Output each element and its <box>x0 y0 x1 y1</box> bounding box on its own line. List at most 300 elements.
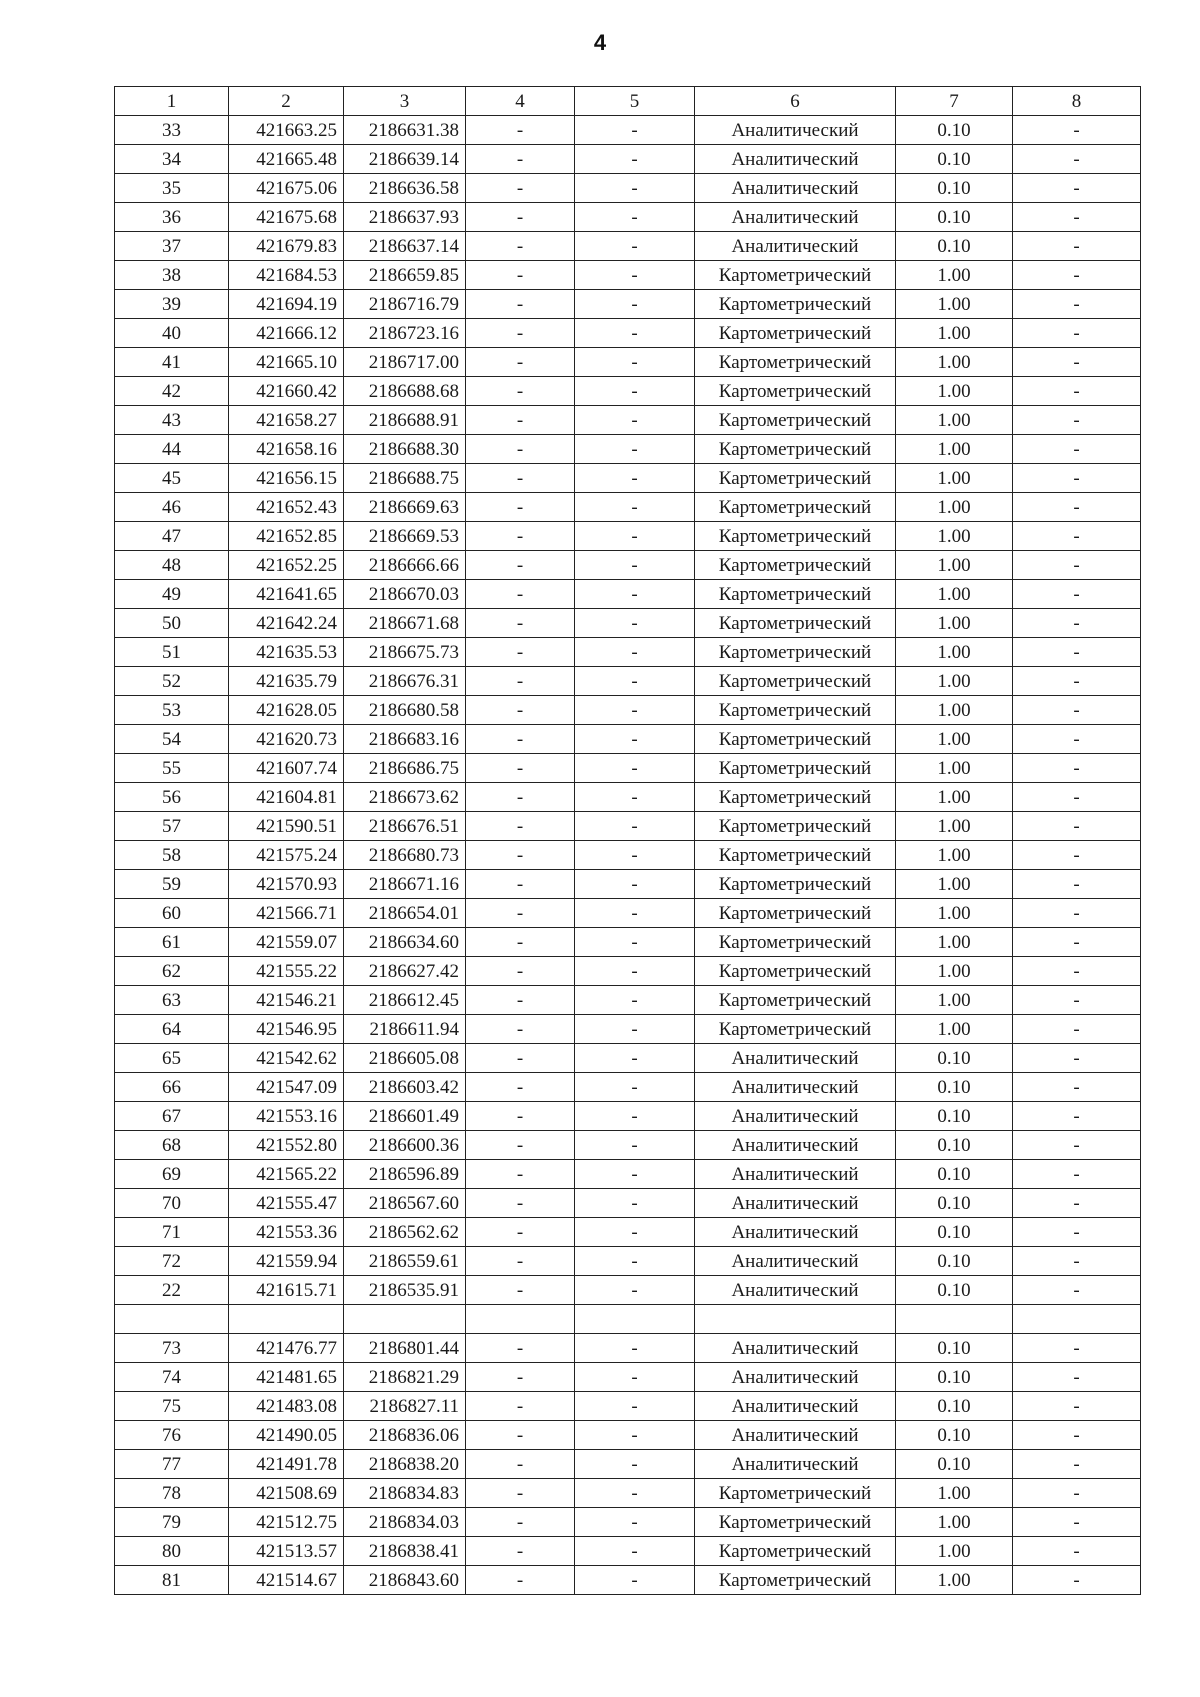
point-number-cell: 77 <box>115 1450 229 1479</box>
col8-cell: - <box>1013 1537 1141 1566</box>
x-coordinate-cell: 421684.53 <box>229 261 344 290</box>
method-cell: Картометрический <box>695 290 896 319</box>
col5-cell: - <box>575 609 695 638</box>
col4-cell: - <box>466 377 575 406</box>
col4-cell: - <box>466 1566 575 1595</box>
method-cell: Картометрический <box>695 928 896 957</box>
table-row <box>115 609 1141 638</box>
coordinates-table <box>114 86 1141 1595</box>
y-coordinate-cell: 2186675.73 <box>344 638 466 667</box>
accuracy-cell: 1.00 <box>896 986 1013 1015</box>
point-number-cell: 58 <box>115 841 229 870</box>
col5-cell: - <box>575 696 695 725</box>
table-row <box>115 1566 1141 1595</box>
col5-cell: - <box>575 348 695 377</box>
y-coordinate-cell: 2186843.60 <box>344 1566 466 1595</box>
method-cell: Аналитический <box>695 1102 896 1131</box>
col4-cell: - <box>466 899 575 928</box>
col8-cell: - <box>1013 348 1141 377</box>
accuracy-cell: 0.10 <box>896 1247 1013 1276</box>
method-cell: Картометрический <box>695 1537 896 1566</box>
point-number-cell: 72 <box>115 1247 229 1276</box>
method-cell: Аналитический <box>695 1334 896 1363</box>
accuracy-cell: 0.10 <box>896 1073 1013 1102</box>
y-coordinate-cell: 2186639.14 <box>344 145 466 174</box>
x-coordinate-cell: 421547.09 <box>229 1073 344 1102</box>
x-coordinate-cell: 421575.24 <box>229 841 344 870</box>
x-coordinate-cell: 421656.15 <box>229 464 344 493</box>
x-coordinate-cell: 421615.71 <box>229 1276 344 1305</box>
method-cell: Картометрический <box>695 580 896 609</box>
accuracy-cell: 1.00 <box>896 725 1013 754</box>
col8-cell: - <box>1013 1189 1141 1218</box>
method-cell: Аналитический <box>695 232 896 261</box>
accuracy-cell: 0.10 <box>896 1218 1013 1247</box>
accuracy-cell: 1.00 <box>896 1537 1013 1566</box>
col8-cell: - <box>1013 1247 1141 1276</box>
y-coordinate-cell: 2186659.85 <box>344 261 466 290</box>
col5-cell: - <box>575 667 695 696</box>
y-coordinate-cell: 2186838.20 <box>344 1450 466 1479</box>
point-number-cell: 61 <box>115 928 229 957</box>
table-row <box>115 754 1141 783</box>
x-coordinate-cell: 421555.22 <box>229 957 344 986</box>
method-cell: Картометрический <box>695 1508 896 1537</box>
method-cell: Картометрический <box>695 957 896 986</box>
point-number-cell: 49 <box>115 580 229 609</box>
point-number-cell: 35 <box>115 174 229 203</box>
method-cell: Аналитический <box>695 203 896 232</box>
col4-cell: - <box>466 1160 575 1189</box>
table-body <box>115 116 1141 1595</box>
method-cell: Картометрический <box>695 783 896 812</box>
col8-cell: - <box>1013 1392 1141 1421</box>
column-header: 7 <box>896 87 1013 116</box>
x-coordinate-cell: 421652.85 <box>229 522 344 551</box>
point-number-cell: 45 <box>115 464 229 493</box>
y-coordinate-cell: 2186634.60 <box>344 928 466 957</box>
table-row <box>115 1218 1141 1247</box>
y-coordinate-cell: 2186683.16 <box>344 725 466 754</box>
accuracy-cell: 1.00 <box>896 493 1013 522</box>
table-row <box>115 725 1141 754</box>
col8-cell <box>1013 1305 1141 1334</box>
col5-cell: - <box>575 1189 695 1218</box>
accuracy-cell: 1.00 <box>896 667 1013 696</box>
column-header: 3 <box>344 87 466 116</box>
point-number-cell: 47 <box>115 522 229 551</box>
accuracy-cell <box>896 1305 1013 1334</box>
col4-cell: - <box>466 319 575 348</box>
accuracy-cell: 1.00 <box>896 551 1013 580</box>
accuracy-cell: 1.00 <box>896 841 1013 870</box>
column-header: 2 <box>229 87 344 116</box>
point-number-cell: 75 <box>115 1392 229 1421</box>
col5-cell: - <box>575 406 695 435</box>
accuracy-cell: 1.00 <box>896 377 1013 406</box>
x-coordinate-cell: 421553.36 <box>229 1218 344 1247</box>
method-cell: Аналитический <box>695 174 896 203</box>
col4-cell: - <box>466 725 575 754</box>
point-number-cell: 60 <box>115 899 229 928</box>
table-row <box>115 1392 1141 1421</box>
y-coordinate-cell: 2186600.36 <box>344 1131 466 1160</box>
col5-cell: - <box>575 174 695 203</box>
x-coordinate-cell: 421666.12 <box>229 319 344 348</box>
y-coordinate-cell: 2186535.91 <box>344 1276 466 1305</box>
accuracy-cell: 0.10 <box>896 232 1013 261</box>
col8-cell: - <box>1013 1073 1141 1102</box>
col8-cell: - <box>1013 319 1141 348</box>
col4-cell: - <box>466 754 575 783</box>
table-row <box>115 812 1141 841</box>
point-number-cell: 57 <box>115 812 229 841</box>
accuracy-cell: 1.00 <box>896 580 1013 609</box>
col8-cell: - <box>1013 638 1141 667</box>
y-coordinate-cell: 2186688.30 <box>344 435 466 464</box>
y-coordinate-cell: 2186666.66 <box>344 551 466 580</box>
point-number-cell: 74 <box>115 1363 229 1392</box>
x-coordinate-cell: 421663.25 <box>229 116 344 145</box>
accuracy-cell: 1.00 <box>896 928 1013 957</box>
col8-cell: - <box>1013 1479 1141 1508</box>
point-number-cell: 42 <box>115 377 229 406</box>
col4-cell: - <box>466 551 575 580</box>
accuracy-cell: 1.00 <box>896 696 1013 725</box>
table-row <box>115 319 1141 348</box>
col4-cell: - <box>466 1421 575 1450</box>
column-header: 8 <box>1013 87 1141 116</box>
method-cell: Картометрический <box>695 725 896 754</box>
col5-cell: - <box>575 1334 695 1363</box>
method-cell: Картометрический <box>695 522 896 551</box>
col4-cell: - <box>466 1392 575 1421</box>
y-coordinate-cell: 2186605.08 <box>344 1044 466 1073</box>
x-coordinate-cell: 421546.95 <box>229 1015 344 1044</box>
method-cell: Картометрический <box>695 551 896 580</box>
method-cell: Картометрический <box>695 696 896 725</box>
col8-cell: - <box>1013 1363 1141 1392</box>
col8-cell: - <box>1013 696 1141 725</box>
point-number-cell: 53 <box>115 696 229 725</box>
col4-cell: - <box>466 1508 575 1537</box>
y-coordinate-cell: 2186676.31 <box>344 667 466 696</box>
table-row <box>115 348 1141 377</box>
accuracy-cell: 1.00 <box>896 638 1013 667</box>
method-cell: Картометрический <box>695 638 896 667</box>
method-cell: Аналитический <box>695 1450 896 1479</box>
point-number-cell <box>115 1305 229 1334</box>
x-coordinate-cell: 421566.71 <box>229 899 344 928</box>
table-row <box>115 116 1141 145</box>
method-cell: Аналитический <box>695 145 896 174</box>
x-coordinate-cell: 421514.67 <box>229 1566 344 1595</box>
col4-cell: - <box>466 406 575 435</box>
x-coordinate-cell: 421491.78 <box>229 1450 344 1479</box>
table-row <box>115 986 1141 1015</box>
y-coordinate-cell: 2186834.03 <box>344 1508 466 1537</box>
point-number-cell: 78 <box>115 1479 229 1508</box>
y-coordinate-cell: 2186562.62 <box>344 1218 466 1247</box>
point-number-cell: 68 <box>115 1131 229 1160</box>
accuracy-cell: 1.00 <box>896 609 1013 638</box>
point-number-cell: 65 <box>115 1044 229 1073</box>
table-row <box>115 1537 1141 1566</box>
col5-cell: - <box>575 435 695 464</box>
method-cell: Картометрический <box>695 493 896 522</box>
col8-cell: - <box>1013 1566 1141 1595</box>
col5-cell: - <box>575 1218 695 1247</box>
x-coordinate-cell: 421675.06 <box>229 174 344 203</box>
accuracy-cell: 0.10 <box>896 203 1013 232</box>
point-number-cell: 39 <box>115 290 229 319</box>
accuracy-cell: 1.00 <box>896 1508 1013 1537</box>
table-row <box>115 1015 1141 1044</box>
col5-cell: - <box>575 232 695 261</box>
col4-cell: - <box>466 1131 575 1160</box>
table-row <box>115 667 1141 696</box>
table-row <box>115 580 1141 609</box>
accuracy-cell: 1.00 <box>896 754 1013 783</box>
col8-cell: - <box>1013 580 1141 609</box>
accuracy-cell: 0.10 <box>896 1450 1013 1479</box>
table-row <box>115 870 1141 899</box>
col4-cell: - <box>466 203 575 232</box>
col4-cell: - <box>466 1044 575 1073</box>
col5-cell: - <box>575 957 695 986</box>
col5-cell: - <box>575 203 695 232</box>
table-row <box>115 174 1141 203</box>
method-cell: Картометрический <box>695 841 896 870</box>
accuracy-cell: 0.10 <box>896 1189 1013 1218</box>
x-coordinate-cell: 421483.08 <box>229 1392 344 1421</box>
x-coordinate-cell: 421570.93 <box>229 870 344 899</box>
point-number-cell: 81 <box>115 1566 229 1595</box>
col5-cell: - <box>575 1044 695 1073</box>
col5-cell: - <box>575 522 695 551</box>
method-cell: Картометрический <box>695 1566 896 1595</box>
accuracy-cell: 1.00 <box>896 435 1013 464</box>
accuracy-cell: 0.10 <box>896 1276 1013 1305</box>
method-cell: Аналитический <box>695 1160 896 1189</box>
x-coordinate-cell: 421665.48 <box>229 145 344 174</box>
col5-cell: - <box>575 783 695 812</box>
col8-cell: - <box>1013 667 1141 696</box>
accuracy-cell: 0.10 <box>896 145 1013 174</box>
table-row <box>115 696 1141 725</box>
y-coordinate-cell: 2186637.14 <box>344 232 466 261</box>
col4-cell: - <box>466 261 575 290</box>
col8-cell: - <box>1013 783 1141 812</box>
col4-cell: - <box>466 812 575 841</box>
x-coordinate-cell: 421607.74 <box>229 754 344 783</box>
col8-cell: - <box>1013 1421 1141 1450</box>
col4-cell: - <box>466 493 575 522</box>
col5-cell: - <box>575 1363 695 1392</box>
y-coordinate-cell: 2186688.91 <box>344 406 466 435</box>
table-row <box>115 1160 1141 1189</box>
point-number-cell: 43 <box>115 406 229 435</box>
accuracy-cell: 0.10 <box>896 1102 1013 1131</box>
col5-cell: - <box>575 1421 695 1450</box>
y-coordinate-cell: 2186723.16 <box>344 319 466 348</box>
table-row <box>115 1131 1141 1160</box>
col8-cell: - <box>1013 986 1141 1015</box>
col4-cell: - <box>466 348 575 377</box>
table-row <box>115 841 1141 870</box>
col4-cell: - <box>466 1334 575 1363</box>
col8-cell: - <box>1013 174 1141 203</box>
y-coordinate-cell: 2186676.51 <box>344 812 466 841</box>
col5-cell: - <box>575 551 695 580</box>
point-number-cell: 37 <box>115 232 229 261</box>
x-coordinate-cell: 421652.43 <box>229 493 344 522</box>
table-row <box>115 493 1141 522</box>
x-coordinate-cell: 421552.80 <box>229 1131 344 1160</box>
method-cell: Аналитический <box>695 1218 896 1247</box>
accuracy-cell: 1.00 <box>896 957 1013 986</box>
col4-cell: - <box>466 609 575 638</box>
col8-cell: - <box>1013 232 1141 261</box>
point-number-cell: 80 <box>115 1537 229 1566</box>
point-number-cell: 48 <box>115 551 229 580</box>
col8-cell: - <box>1013 1044 1141 1073</box>
method-cell: Картометрический <box>695 899 896 928</box>
point-number-cell: 69 <box>115 1160 229 1189</box>
table-row <box>115 1044 1141 1073</box>
point-number-cell: 50 <box>115 609 229 638</box>
col4-cell: - <box>466 232 575 261</box>
col4-cell: - <box>466 1189 575 1218</box>
x-coordinate-cell: 421476.77 <box>229 1334 344 1363</box>
x-coordinate-cell: 421660.42 <box>229 377 344 406</box>
col5-cell: - <box>575 986 695 1015</box>
point-number-cell: 62 <box>115 957 229 986</box>
x-coordinate-cell: 421642.24 <box>229 609 344 638</box>
method-cell: Картометрический <box>695 812 896 841</box>
table-row <box>115 1247 1141 1276</box>
x-coordinate-cell: 421490.05 <box>229 1421 344 1450</box>
col5-cell: - <box>575 116 695 145</box>
col8-cell: - <box>1013 406 1141 435</box>
x-coordinate-cell: 421635.53 <box>229 638 344 667</box>
col4-cell: - <box>466 1537 575 1566</box>
col5-cell: - <box>575 1160 695 1189</box>
accuracy-cell: 0.10 <box>896 1392 1013 1421</box>
y-coordinate-cell: 2186671.68 <box>344 609 466 638</box>
column-header: 5 <box>575 87 695 116</box>
y-coordinate-cell: 2186636.58 <box>344 174 466 203</box>
x-coordinate-cell: 421604.81 <box>229 783 344 812</box>
y-coordinate-cell: 2186688.68 <box>344 377 466 406</box>
col5-cell: - <box>575 754 695 783</box>
col5-cell: - <box>575 1537 695 1566</box>
col8-cell: - <box>1013 551 1141 580</box>
table-row <box>115 1305 1141 1334</box>
table-row <box>115 1363 1141 1392</box>
x-coordinate-cell: 421546.21 <box>229 986 344 1015</box>
table-row <box>115 145 1141 174</box>
point-number-cell: 79 <box>115 1508 229 1537</box>
point-number-cell: 54 <box>115 725 229 754</box>
point-number-cell: 22 <box>115 1276 229 1305</box>
accuracy-cell: 0.10 <box>896 1421 1013 1450</box>
col5-cell: - <box>575 928 695 957</box>
x-coordinate-cell: 421694.19 <box>229 290 344 319</box>
col8-cell: - <box>1013 870 1141 899</box>
point-number-cell: 56 <box>115 783 229 812</box>
method-cell: Картометрический <box>695 377 896 406</box>
table-row <box>115 290 1141 319</box>
table-row <box>115 1479 1141 1508</box>
x-coordinate-cell: 421481.65 <box>229 1363 344 1392</box>
method-cell: Картометрический <box>695 464 896 493</box>
col4-cell: - <box>466 1363 575 1392</box>
y-coordinate-cell: 2186596.89 <box>344 1160 466 1189</box>
col8-cell: - <box>1013 1508 1141 1537</box>
x-coordinate-cell: 421658.27 <box>229 406 344 435</box>
table-row <box>115 1421 1141 1450</box>
col4-cell: - <box>466 1247 575 1276</box>
col5-cell: - <box>575 290 695 319</box>
x-coordinate-cell: 421635.79 <box>229 667 344 696</box>
accuracy-cell: 1.00 <box>896 870 1013 899</box>
method-cell: Аналитический <box>695 1421 896 1450</box>
method-cell: Картометрический <box>695 986 896 1015</box>
y-coordinate-cell: 2186611.94 <box>344 1015 466 1044</box>
col8-cell: - <box>1013 1160 1141 1189</box>
col4-cell: - <box>466 1015 575 1044</box>
col8-cell: - <box>1013 1218 1141 1247</box>
x-coordinate-cell: 421513.57 <box>229 1537 344 1566</box>
point-number-cell: 52 <box>115 667 229 696</box>
method-cell: Картометрический <box>695 319 896 348</box>
col5-cell: - <box>575 377 695 406</box>
col4-cell: - <box>466 174 575 203</box>
column-header: 6 <box>695 87 896 116</box>
method-cell: Картометрический <box>695 348 896 377</box>
col4-cell: - <box>466 928 575 957</box>
col8-cell: - <box>1013 725 1141 754</box>
col4-cell: - <box>466 1218 575 1247</box>
y-coordinate-cell: 2186838.41 <box>344 1537 466 1566</box>
method-cell: Аналитический <box>695 1247 896 1276</box>
y-coordinate-cell: 2186669.53 <box>344 522 466 551</box>
accuracy-cell: 0.10 <box>896 1160 1013 1189</box>
x-coordinate-cell: 421658.16 <box>229 435 344 464</box>
col5-cell: - <box>575 145 695 174</box>
point-number-cell: 67 <box>115 1102 229 1131</box>
y-coordinate-cell: 2186612.45 <box>344 986 466 1015</box>
x-coordinate-cell: 421620.73 <box>229 725 344 754</box>
col5-cell: - <box>575 580 695 609</box>
col8-cell: - <box>1013 435 1141 464</box>
page-number: 4 <box>593 30 607 55</box>
accuracy-cell: 0.10 <box>896 116 1013 145</box>
method-cell: Аналитический <box>695 1392 896 1421</box>
col5-cell: - <box>575 1479 695 1508</box>
y-coordinate-cell: 2186836.06 <box>344 1421 466 1450</box>
col8-cell: - <box>1013 1102 1141 1131</box>
table-row <box>115 1334 1141 1363</box>
x-coordinate-cell: 421628.05 <box>229 696 344 725</box>
point-number-cell: 55 <box>115 754 229 783</box>
method-cell: Аналитический <box>695 1131 896 1160</box>
point-number-cell: 64 <box>115 1015 229 1044</box>
accuracy-cell: 0.10 <box>896 1363 1013 1392</box>
col4-cell: - <box>466 1102 575 1131</box>
y-coordinate-cell: 2186631.38 <box>344 116 466 145</box>
